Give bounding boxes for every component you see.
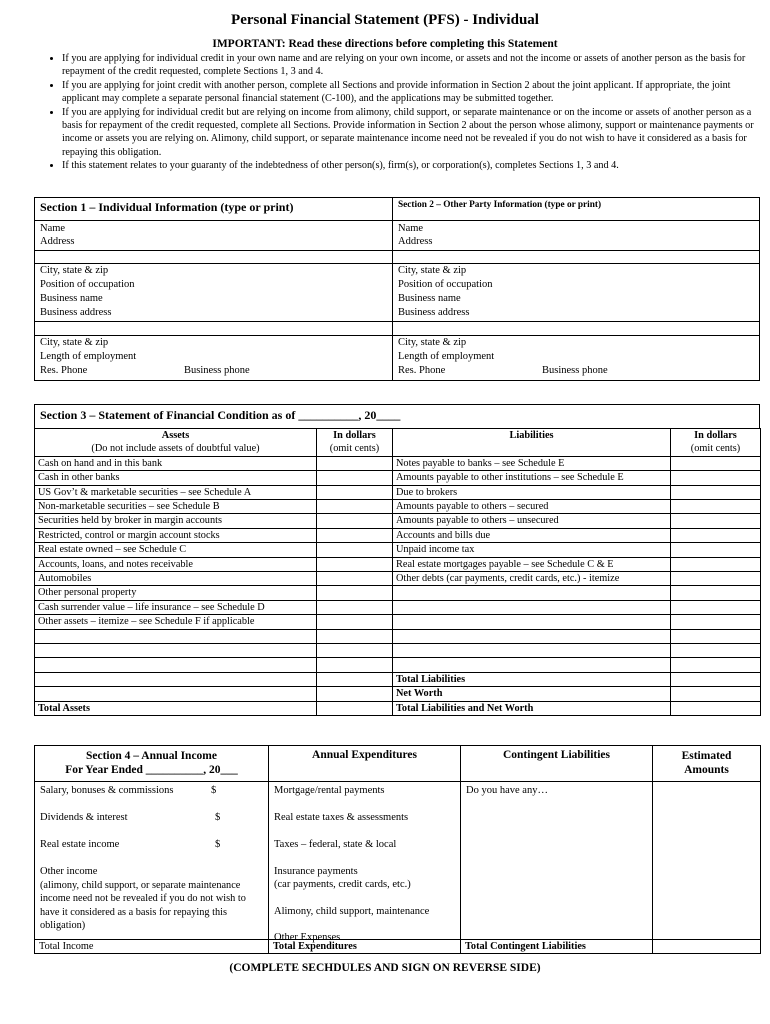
table-row — [35, 456, 761, 470]
s1-business-address-field[interactable]: Business address — [40, 307, 112, 318]
table-row — [35, 528, 761, 542]
mortgage-label: Mortgage/rental payments — [274, 785, 385, 796]
section-3-heading: Section 3 – Statement of Financial Condition as of __________, 20____ — [40, 408, 401, 422]
liability-amount-cell[interactable] — [671, 701, 761, 715]
annual-income-table — [34, 745, 761, 954]
liability-label: Total Liabilities and Net Worth — [393, 701, 671, 715]
asset-label: Other assets – itemize – see Schedule F if applicable — [35, 615, 317, 629]
asset-amount-cell[interactable] — [317, 701, 393, 715]
asset-label — [35, 672, 317, 686]
assets-omit-cents: (omit cents) — [317, 442, 393, 456]
section-1-2-box — [34, 197, 760, 381]
asset-amount-cell[interactable] — [317, 629, 393, 643]
liabilities-subheader — [393, 442, 671, 456]
liability-amount-cell[interactable] — [671, 485, 761, 499]
insurance-label: Insurance payments — [274, 866, 358, 877]
liabilities-dollars-header: In dollars — [671, 429, 761, 443]
asset-label: Restricted, control or margin account stocks — [35, 528, 317, 542]
table-row — [35, 572, 761, 586]
table-row — [35, 644, 761, 658]
s1-city-field[interactable]: City, state & zip — [40, 265, 109, 276]
section-4-heading: Section 4 – Annual Income — [86, 750, 217, 762]
asset-amount-cell[interactable] — [317, 485, 393, 499]
liability-amount-cell[interactable] — [671, 615, 761, 629]
re-taxes-label: Real estate taxes & assessments — [274, 812, 409, 823]
liability-amount-cell[interactable] — [671, 557, 761, 571]
direction-item: • If you are applying for individual credit but are relying on income from alimony, child support, or separate maintenance or on the income or assets of another person as a basis for repayment of the credit requested, complete all Sections. Provide information in Section 2 about the person whose alimony, support or maintenance payments or income or assets you are relying on. Alimony, child support, or separate maintenance income need not be revealed if you do not wish to have it considered as a basis for repaying this obligation. — [62, 106, 762, 160]
asset-amount-cell[interactable] — [317, 586, 393, 600]
liability-amount-cell[interactable] — [671, 543, 761, 557]
liability-amount-cell[interactable] — [671, 658, 761, 672]
asset-amount-cell[interactable] — [317, 500, 393, 514]
total-income-label: Total Income — [35, 940, 269, 954]
real-estate-income-label: Real estate income — [40, 839, 120, 850]
liability-label: Due to brokers — [393, 485, 671, 499]
financial-condition-table — [34, 428, 761, 716]
amounts-header: Amounts — [684, 764, 729, 776]
asset-label: Cash on hand and in this bank — [35, 456, 317, 470]
asset-amount-cell[interactable] — [317, 543, 393, 557]
liability-amount-cell[interactable] — [671, 500, 761, 514]
s1-business-name-field[interactable]: Business name — [40, 293, 103, 304]
asset-amount-cell[interactable] — [317, 514, 393, 528]
liability-label: Net Worth — [393, 687, 671, 701]
liability-label — [393, 615, 671, 629]
assets-subheader: (Do not include assets of doubtful value) — [35, 442, 317, 456]
s1-name-field[interactable]: Name — [40, 223, 66, 234]
table-row — [35, 543, 761, 557]
assets-dollars-header: In dollars — [317, 429, 393, 443]
estimated-header: Estimated — [681, 750, 732, 762]
s2-name-field[interactable]: Name — [398, 223, 424, 234]
other-expenses-label: Other Expenses — [274, 932, 341, 943]
liability-amount-cell[interactable] — [671, 586, 761, 600]
other-income-note: (alimony, child support, or separate maintenance income need not be revealed if you do not wish to have it considered as a basis for repaying this obligation) — [40, 880, 246, 932]
table-row — [35, 514, 761, 528]
asset-amount-cell[interactable] — [317, 572, 393, 586]
asset-amount-cell[interactable] — [317, 471, 393, 485]
liability-label: Total Liabilities — [393, 672, 671, 686]
liability-amount-cell[interactable] — [671, 514, 761, 528]
expenditures-header: Annual Expenditures — [269, 746, 461, 782]
asset-label — [35, 687, 317, 701]
s1-length-field[interactable]: Length of employment — [40, 351, 137, 362]
directions-list — [40, 52, 762, 173]
asset-amount-cell[interactable] — [317, 615, 393, 629]
other-income-label: Other income — [40, 866, 98, 877]
liability-label: Unpaid income tax — [393, 543, 671, 557]
liability-amount-cell[interactable] — [671, 528, 761, 542]
assets-header: Assets — [35, 429, 317, 443]
taxes-label: Taxes – federal, state & local — [274, 839, 397, 850]
table-row — [35, 471, 761, 485]
dividends-label: Dividends & interest — [40, 812, 128, 823]
page-title: Personal Financial Statement (PFS) - Individual — [231, 12, 539, 28]
direction-item: • If this statement relates to your guaranty of the indebtedness of other person(s), firm(s), or corporation(s), completes Sections 1, 3 and 4. — [62, 159, 762, 172]
liability-label — [393, 586, 671, 600]
real-estate-dollar[interactable]: $ — [215, 839, 221, 850]
liability-label — [393, 644, 671, 658]
liability-label: Real estate mortgages payable – see Schedule C & E — [393, 557, 671, 571]
liability-amount-cell[interactable] — [671, 572, 761, 586]
table-row — [35, 615, 761, 629]
liability-amount-cell[interactable] — [671, 629, 761, 643]
asset-label: Accounts, loans, and notes receivable — [35, 557, 317, 571]
asset-label: Cash in other banks — [35, 471, 317, 485]
section-2-heading: Section 2 – Other Party Information (type or print) — [398, 200, 602, 210]
asset-label — [35, 658, 317, 672]
total-expenditures-label: Total Expenditures — [269, 940, 461, 954]
table-row — [35, 687, 761, 701]
s2-res-phone-field[interactable]: Res. Phone — [398, 365, 446, 376]
s2-business-phone-field[interactable]: Business phone — [542, 365, 608, 376]
asset-amount-cell[interactable] — [317, 672, 393, 686]
s1-city2-field[interactable]: City, state & zip — [40, 337, 109, 348]
liability-amount-cell[interactable] — [671, 687, 761, 701]
contingent-header: Contingent Liabilities — [461, 746, 653, 782]
s2-business-name-field[interactable]: Business name — [398, 293, 461, 304]
asset-amount-cell[interactable] — [317, 687, 393, 701]
total-contingent-label: Total Contingent Liabilities — [461, 940, 653, 954]
table-row — [35, 629, 761, 643]
important-notice: IMPORTANT: Read these directions before completing this Statement — [212, 38, 558, 50]
liability-label — [393, 658, 671, 672]
liabilities-omit-cents: (omit cents) — [671, 442, 761, 456]
liability-label — [393, 629, 671, 643]
liabilities-header: Liabilities — [393, 429, 671, 443]
insurance-note: (car payments, credit cards, etc.) — [274, 879, 411, 890]
table-row — [35, 658, 761, 672]
asset-label — [35, 644, 317, 658]
asset-label: Non-marketable securities – see Schedule B — [35, 500, 317, 514]
direction-item: • If you are applying for joint credit with another person, complete all Sections and provide information in Section 2 about the joint applicant. If appropriate, the joint applicant may complete a separate personal financial statement (C-100), and the applications may be submitted together. — [62, 79, 762, 106]
estimated-amounts-cell[interactable] — [653, 782, 761, 940]
s2-business-address-field[interactable]: Business address — [398, 307, 470, 318]
liability-amount-cell[interactable] — [671, 644, 761, 658]
alimony-label: Alimony, child support, maintenance — [274, 906, 430, 917]
liability-amount-cell[interactable] — [671, 672, 761, 686]
s1-position-field[interactable]: Position of occupation — [40, 279, 135, 290]
liability-label: Notes payable to banks – see Schedule E — [393, 456, 671, 470]
table-row — [35, 500, 761, 514]
asset-label: Automobiles — [35, 572, 317, 586]
liability-label — [393, 600, 671, 614]
asset-label: US Gov’t & marketable securities – see Schedule A — [35, 485, 317, 499]
total-assets-label: Total Assets — [35, 701, 317, 715]
section-4-year: For Year Ended __________, 20___ — [65, 764, 238, 776]
asset-amount-cell[interactable] — [317, 528, 393, 542]
asset-amount-cell[interactable] — [317, 557, 393, 571]
total-amount-cell[interactable] — [653, 940, 761, 954]
s2-city-field[interactable]: City, state & zip — [398, 265, 467, 276]
table-row — [35, 672, 761, 686]
liability-label: Accounts and bills due — [393, 528, 671, 542]
s1-business-phone-field[interactable]: Business phone — [184, 365, 250, 376]
asset-label — [35, 629, 317, 643]
s2-address-field[interactable]: Address — [398, 236, 433, 247]
liability-amount-cell[interactable] — [671, 471, 761, 485]
do-you-have-label: Do you have any… — [466, 785, 548, 796]
liability-amount-cell[interactable] — [671, 456, 761, 470]
liability-label: Amounts payable to other institutions – see Schedule E — [393, 471, 671, 485]
liability-amount-cell[interactable] — [671, 600, 761, 614]
asset-amount-cell[interactable] — [317, 644, 393, 658]
direction-item: • If you are applying for individual credit in your own name and are relying on your own income, or assets and not the income or assets of another person as the basis for repayment of the credit requested, complete Sections 1, 3 and 4. — [62, 52, 762, 79]
s1-res-phone-field[interactable]: Res. Phone — [40, 365, 88, 376]
table-row — [35, 485, 761, 499]
asset-label: Cash surrender value – life insurance – see Schedule D — [35, 600, 317, 614]
s2-length-field[interactable]: Length of employment — [398, 351, 495, 362]
table-row — [35, 701, 761, 715]
s2-position-field[interactable]: Position of occupation — [398, 279, 493, 290]
s2-city2-field[interactable]: City, state & zip — [398, 337, 467, 348]
section-1-heading: Section 1 – Individual Information (type or print) — [40, 200, 294, 214]
liability-label: Amounts payable to others – secured — [393, 500, 671, 514]
salary-label: Salary, bonuses & commissions — [40, 785, 174, 796]
table-row — [35, 600, 761, 614]
table-row — [35, 557, 761, 571]
asset-amount-cell[interactable] — [317, 456, 393, 470]
s1-address-field[interactable]: Address — [40, 236, 75, 247]
dividends-dollar[interactable]: $ — [215, 812, 221, 823]
asset-amount-cell[interactable] — [317, 600, 393, 614]
asset-label: Real estate owned – see Schedule C — [35, 543, 317, 557]
salary-dollar[interactable]: $ — [211, 785, 217, 796]
liability-label: Amounts payable to others – unsecured — [393, 514, 671, 528]
asset-label: Other personal property — [35, 586, 317, 600]
liability-label: Other debts (car payments, credit cards, etc.) - itemize — [393, 572, 671, 586]
table-row — [35, 586, 761, 600]
asset-amount-cell[interactable] — [317, 658, 393, 672]
footer-note: (COMPLETE SECHDULES AND SIGN ON REVERSE SIDE) — [229, 962, 541, 974]
asset-label: Securities held by broker in margin accounts — [35, 514, 317, 528]
